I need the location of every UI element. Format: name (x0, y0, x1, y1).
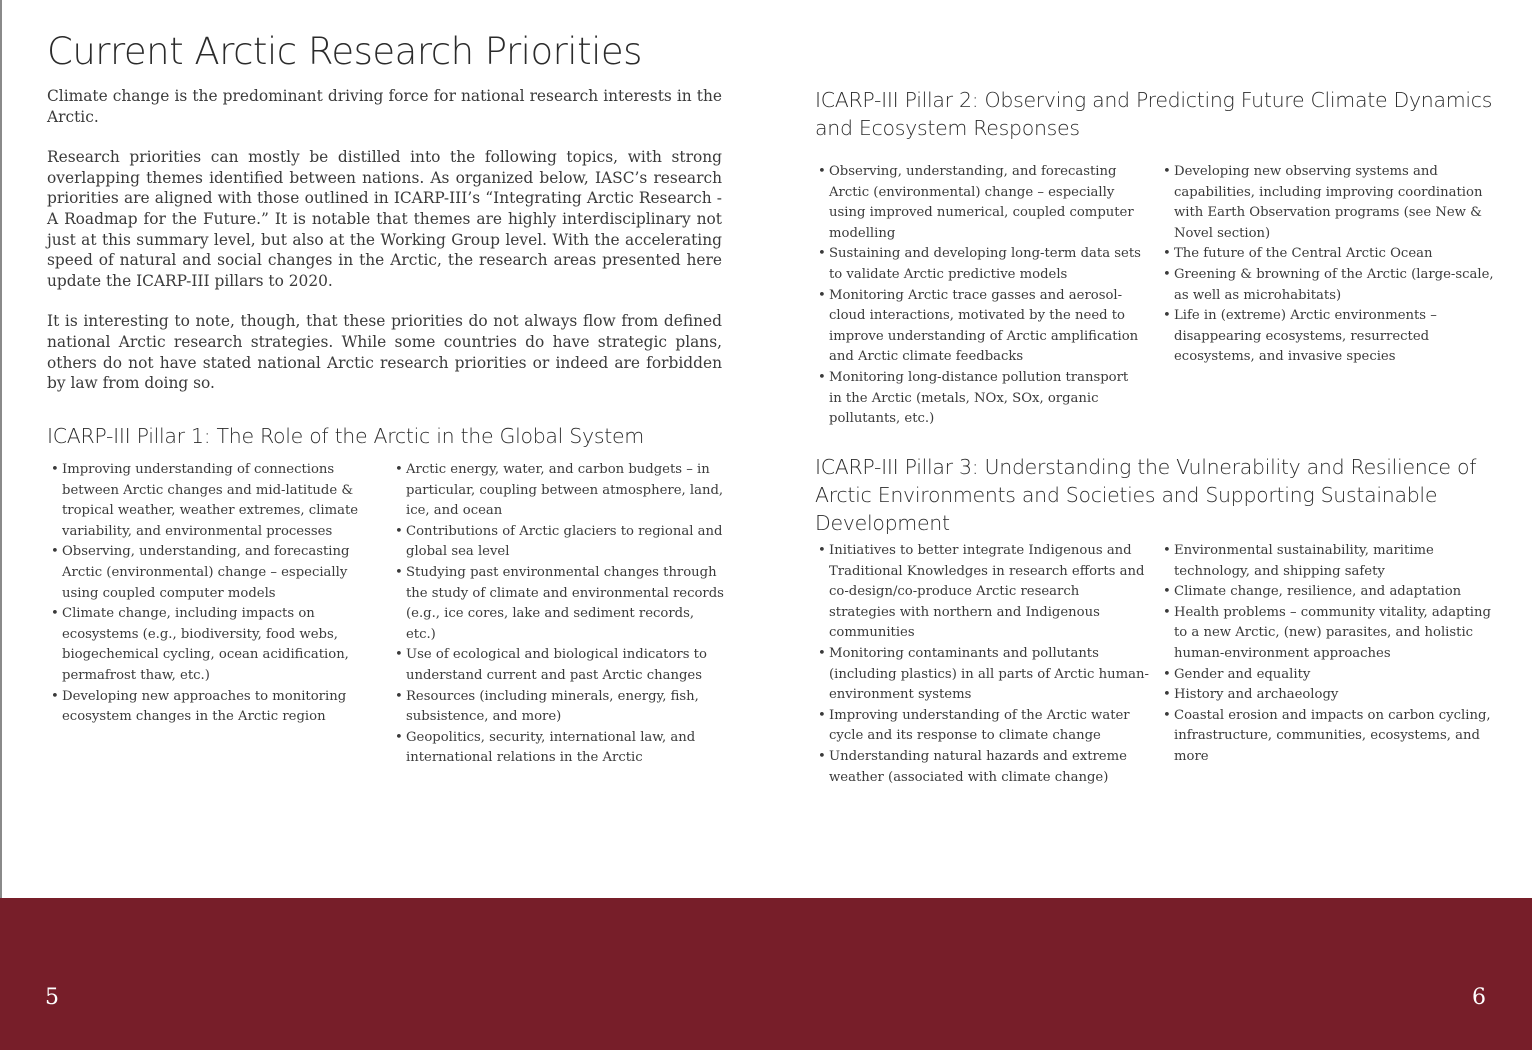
list-item: • Understanding natural hazards and extreme weather (associated with climate change) (814, 747, 1149, 788)
page-title: Current Arctic Research Priorities (47, 30, 642, 73)
list-item: • Developing new approaches to monitoring ecosystem changes in the Arctic region (47, 687, 369, 728)
list-item: • Climate change, resilience, and adaptation (1159, 582, 1499, 603)
pillar-3-heading: ICARP-III Pillar 3: Understanding the Vulnerability and Resilience of Arctic Environments and Societies and Supporting Sustainable Development (815, 455, 1477, 535)
pillar-3-list-left (814, 541, 1149, 788)
pillar-2-list-left (814, 162, 1144, 430)
intro-paragraph: Research priorities can mostly be distilled into the following topics, with strong overlapping themes identified between nations. As organized below, IASC’s research priorities are aligned with those outlined in ICARP-III’s “Integrating Arctic Research - A Roadmap for the Future.” It is notable that themes are highly interdisciplinary not just at this summary level, but also at the Working Group level. With the accelerating speed of natural and social changes in the Arctic, the research areas presented here update the ICARP-III pillars to 2020. (47, 148, 722, 290)
list-item: • Arctic energy, water, and carbon budgets – in particular, coupling between atmosphere, land, ice, and ocean (391, 460, 726, 522)
list-item: • Health problems – community vitality, adapting to a new Arctic, (new) parasites, and holistic human-environment approaches (1159, 603, 1499, 665)
list-item: • Developing new observing systems and capabilities, including improving coordination with Earth Observation programs (see New & Novel section) (1159, 162, 1494, 244)
list-item: • Coastal erosion and impacts on carbon cycling, infrastructure, communities, ecosystems, and more (1159, 706, 1499, 768)
list-item: • Resources (including minerals, energy, fish, subsistence, and more) (391, 687, 726, 728)
list-item: • Studying past environmental changes through the study of climate and environmental records (e.g., ice cores, lake and sediment records, etc.) (391, 563, 726, 645)
list-item: • Contributions of Arctic glaciers to regional and global sea level (391, 522, 726, 563)
list-item: • Climate change, including impacts on ecosystems (e.g., biodiversity, food webs, biogechemical cycling, ocean acidification, permafrost thaw, etc.) (47, 604, 369, 686)
pillar-1-list-left (47, 460, 369, 728)
page-number-right: 6 (1472, 985, 1486, 1010)
list-item: • Use of ecological and biological indicators to understand current and past Arctic changes (391, 645, 726, 686)
list-item: • Geopolitics, security, international law, and international relations in the Arctic (391, 728, 726, 769)
list-item: • Monitoring Arctic trace gasses and aerosol-cloud interactions, motivated by the need to improve understanding of Arctic amplification and Arctic climate feedbacks (814, 286, 1144, 368)
list-item: • Improving understanding of the Arctic water cycle and its response to climate change (814, 706, 1149, 747)
list-item: • Greening & browning of the Arctic (large-scale, as well as microhabitats) (1159, 265, 1494, 306)
list-item: • Environmental sustainability, maritime technology, and shipping safety (1159, 541, 1499, 582)
list-item: • Initiatives to better integrate Indigenous and Traditional Knowledges in research efforts and co-design/co-produce Arctic research strategies with northern and Indigenous communities (814, 541, 1149, 644)
intro-paragraph: Climate change is the predominant driving force for national research interests in the Arctic. (47, 87, 722, 126)
list-item: • Gender and equality (1159, 665, 1499, 686)
page-left-edge-rule (0, 0, 2, 898)
list-item: • History and archaeology (1159, 685, 1499, 706)
intro-paragraph: It is interesting to note, though, that these priorities do not always flow from defined national Arctic research strategies. While some countries do have strategic plans, others do not have stated national Arctic research priorities or indeed are forbidden by law from doing so. (47, 312, 722, 393)
pillar-3-list-right (1159, 541, 1499, 768)
list-item: • Monitoring contaminants and pollutants (including plastics) in all parts of Arctic human-environment systems (814, 644, 1149, 706)
pillar-2-list-right (1159, 162, 1494, 368)
page-number-left: 5 (45, 985, 59, 1010)
pillar-1-list-right (391, 460, 726, 769)
list-item: • The future of the Central Arctic Ocean (1159, 244, 1494, 265)
intro-text (47, 86, 722, 414)
pillar-2-heading: ICARP-III Pillar 2: Observing and Predicting Future Climate Dynamics and Ecosystem Responses (815, 88, 1493, 140)
list-item: • Improving understanding of connections between Arctic changes and mid-latitude & tropical weather, weather extremes, climate variability, and environmental processes (47, 460, 369, 542)
list-item: • Observing, understanding, and forecasting Arctic (environmental) change – especially using improved numerical, coupled computer modelling (814, 162, 1144, 244)
list-item: • Sustaining and developing long-term data sets to validate Arctic predictive models (814, 244, 1144, 285)
list-item: • Observing, understanding, and forecasting Arctic (environmental) change – especially using coupled computer models (47, 542, 369, 604)
pillar-1-heading: ICARP-III Pillar 1: The Role of the Arctic in the Global System (47, 424, 644, 448)
list-item: • Life in (extreme) Arctic environments – disappearing ecosystems, resurrected ecosystems, and invasive species (1159, 306, 1494, 368)
list-item: • Monitoring long-distance pollution transport in the Arctic (metals, NOx, SOx, organic pollutants, etc.) (814, 368, 1144, 430)
footer-band (0, 898, 1532, 1050)
